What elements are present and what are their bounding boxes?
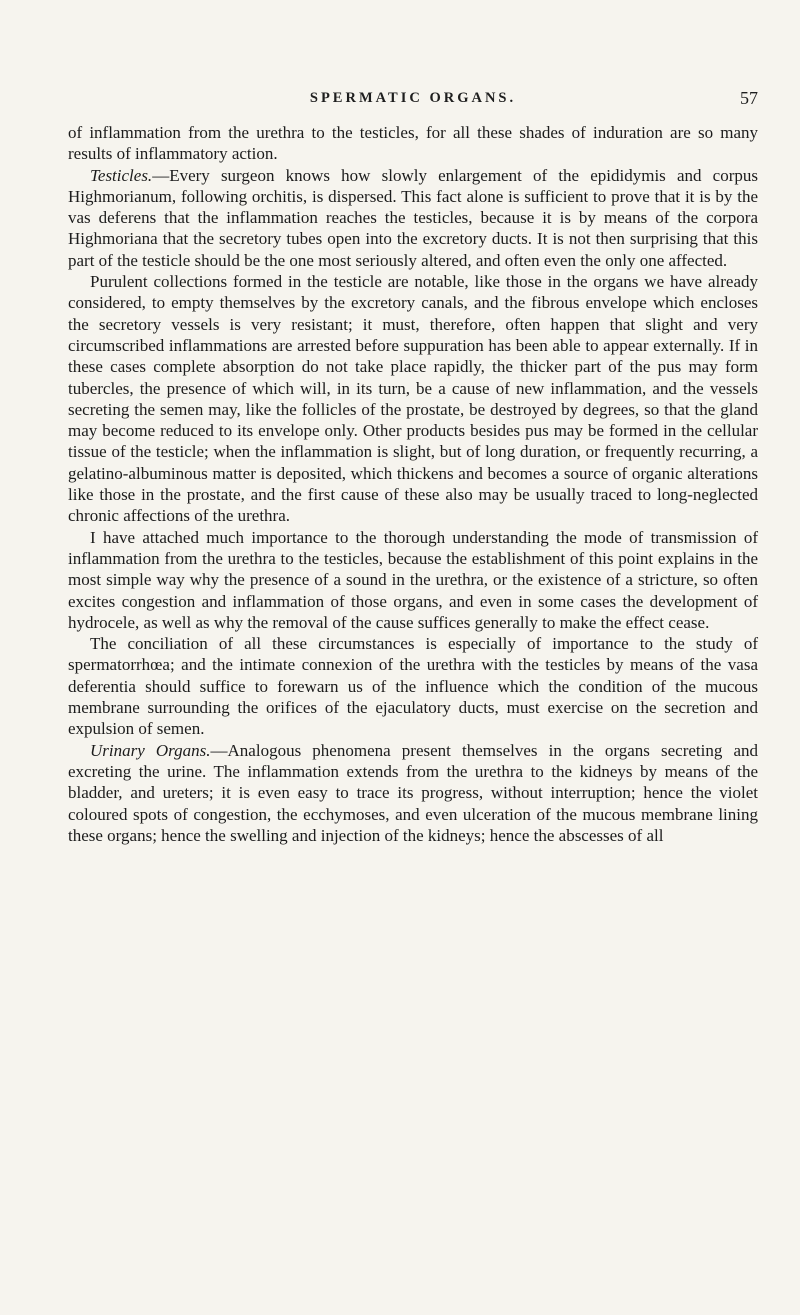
paragraph-text: —Analogous phenomena present themselves in the organs secreting and excreting the urine. The inflammation extends from the urethra to the kidneys by means of the bladder, and ureters; it is even easy to trace its progress, without interruption; hence the violet coloured spots of congestion, the ecchymoses, and even ulceration of the mucous membrane lining these organs; hence the swelling and injection of the kidneys; hence the abscesses of all <box>68 740 759 845</box>
paragraph-urinary-organs <box>68 740 758 846</box>
paragraph-text: of inflammation from the urethra to the testicles, for all these shades of induration are so many results of inflammatory action. <box>68 123 758 164</box>
paragraph-purulent-collections <box>68 271 758 527</box>
running-head <box>68 88 758 112</box>
running-head-title: SPERMATIC ORGANS. <box>309 90 517 106</box>
page-number: 57 <box>740 88 758 108</box>
section-heading-urinary-organs: Urinary Organs. <box>90 740 211 760</box>
section-heading-testicles: Testicles. <box>90 165 153 185</box>
paragraph-text: I have attached much importance to the thorough understanding the mode of transmission of inflammation from the urethra to the testicles, because the establishment of this point explains in the most simple way why the presence of a sound in the urethra, or the existence of a stricture, so often excites congestion and inflammation of those organs, and even in some cases the development of hydrocele, as well as why the removal of the cause suffices generally to make the effect cease. <box>68 527 758 632</box>
paragraph-testicles <box>68 165 758 271</box>
paragraph-text: The conciliation of all these circumstances is especially of importance to the study of spermatorrhœa; and the intimate connexion of the urethra with the testicles by means of the vasa deferentia should suffice to forewarn us of the influence which the condition of the mucous membrane surrounding the orifices of the ejaculatory ducts, must exercise on the secretion and expulsion of semen. <box>68 634 758 739</box>
paragraph-transmission <box>68 527 758 633</box>
paragraph-continuation <box>68 122 758 165</box>
paragraph-text: —Every surgeon knows how slowly enlargement of the epididymis and corpus Highmorianum, following orchitis, is dispersed. This fact alone is sufficient to prove that it is by the vas deferens that the inflammation reaches the testicles, because it is by means of the corpora Highmoriana that the secretory tubes open into the excretory ducts. It is not then surprising that this part of the testicle should be the one most seriously altered, and often even the only one affected. <box>68 165 758 270</box>
paragraph-text: Purulent collections formed in the testicle are notable, like those in the organs we have already considered, to empty themselves by the excretory canals, and the fibrous envelope which encloses the secretory vessels is very resistant; it must, therefore, often happen that slight and very circumscribed inflammations are arrested before suppuration has been able to appear externally. If in these cases complete absorption do not take place rapidly, the thicker part of the pus may form tubercles, the presence of which will, in its turn, be a cause of new inflammation, and the vessels secreting the semen may, like the follicles of the prostate, be destroyed by degrees, so that the gland may become reduced to its envelope only. Other products besides pus may be formed in the cellular tissue of the testicle; when the inflammation is slight, but of long duration, or frequently recurring, a gelatino-albuminous matter is deposited, which thickens and becomes a source of organic alterations like those in the prostate, and the first cause of these also may be usually traced to long-neglected chronic affections of the urethra. <box>68 272 758 526</box>
body-text <box>68 122 758 846</box>
paragraph-conciliation <box>68 633 758 739</box>
